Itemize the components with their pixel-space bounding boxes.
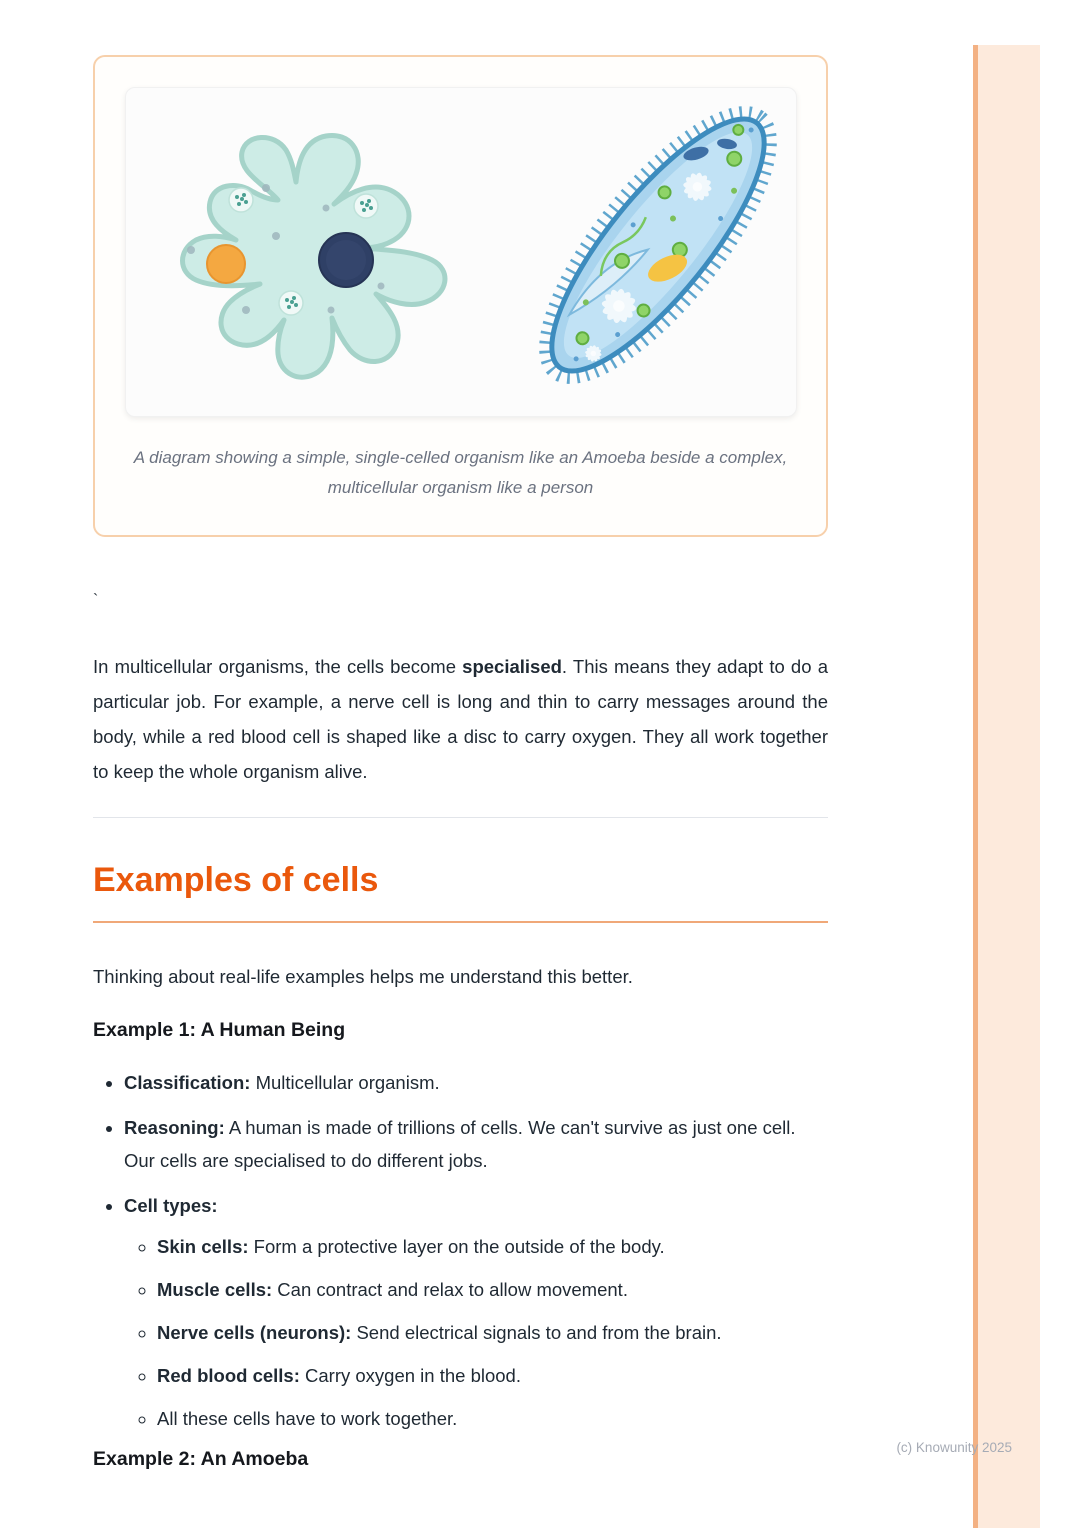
list-item-text: Multicellular organism. (250, 1071, 440, 1093)
list-item-label: Skin cells: (157, 1235, 249, 1257)
list-item (124, 1066, 828, 1099)
watermark: (c) Knowunity 2025 (896, 1440, 1012, 1455)
list-item-label: Cell types: (124, 1194, 218, 1216)
intro-paragraph (93, 649, 828, 789)
section-intro: Thinking about real-life examples helps me understand this better. (93, 965, 633, 987)
section-divider (93, 817, 828, 818)
document-page (93, 55, 828, 1471)
example2-heading: Example 2: An Amoeba (93, 1447, 309, 1470)
intro-text-post: . This means they adapt to do a particular job. For example, a nerve cell is long and thin to carry messages around the body, while a red blood cell is shaped like a disc to carry oxygen. They all work together to keep the whole organism alive. (93, 655, 828, 782)
list-item-text: A human is made of trillions of cells. We can't survive as just one cell. Our cells are specialised to do different jobs. (124, 1116, 796, 1171)
list-item-text: Carry oxygen in the blood. (299, 1364, 521, 1386)
figure-caption: A diagram showing a simple, single-celled organism like an Amoeba beside a complex, multicellular organism like a person (133, 448, 788, 497)
list-item-text: All these cells have to work together. (157, 1407, 458, 1429)
figure-image (125, 87, 797, 417)
list-item-label: Reasoning: (124, 1116, 225, 1138)
cell-types-sub-list (124, 1230, 828, 1435)
list-item-label: Nerve cells (neurons): (157, 1321, 352, 1343)
list-item-text: Can contract and relax to allow movement. (272, 1278, 628, 1300)
paramecium-illustration (510, 88, 797, 408)
example1-heading: Example 1: A Human Being (93, 1018, 346, 1041)
stray-backtick: ` (93, 591, 99, 609)
intro-text-bold: specialised (462, 655, 562, 677)
page-edge-strip (978, 45, 1040, 1528)
figure-card (93, 55, 828, 537)
list-item (157, 1402, 828, 1435)
list-item-label: Classification: (124, 1071, 251, 1093)
list-item (157, 1273, 828, 1306)
intro-text-pre: In multicellular organisms, the cells become (93, 655, 463, 677)
amoeba-illustration (183, 135, 445, 377)
list-item-label: Red blood cells: (157, 1364, 300, 1386)
list-item (124, 1189, 828, 1435)
list-item (157, 1359, 828, 1392)
list-item (157, 1316, 828, 1349)
list-item-text: Send electrical signals to and from the brain. (351, 1321, 722, 1343)
example1-bullet-list (93, 1066, 828, 1435)
list-item (157, 1230, 828, 1263)
section-title: Examples of cells (93, 860, 828, 923)
list-item (124, 1111, 828, 1177)
list-item-label: Muscle cells: (157, 1278, 273, 1300)
list-item-text: Form a protective layer on the outside of the body. (248, 1235, 665, 1257)
